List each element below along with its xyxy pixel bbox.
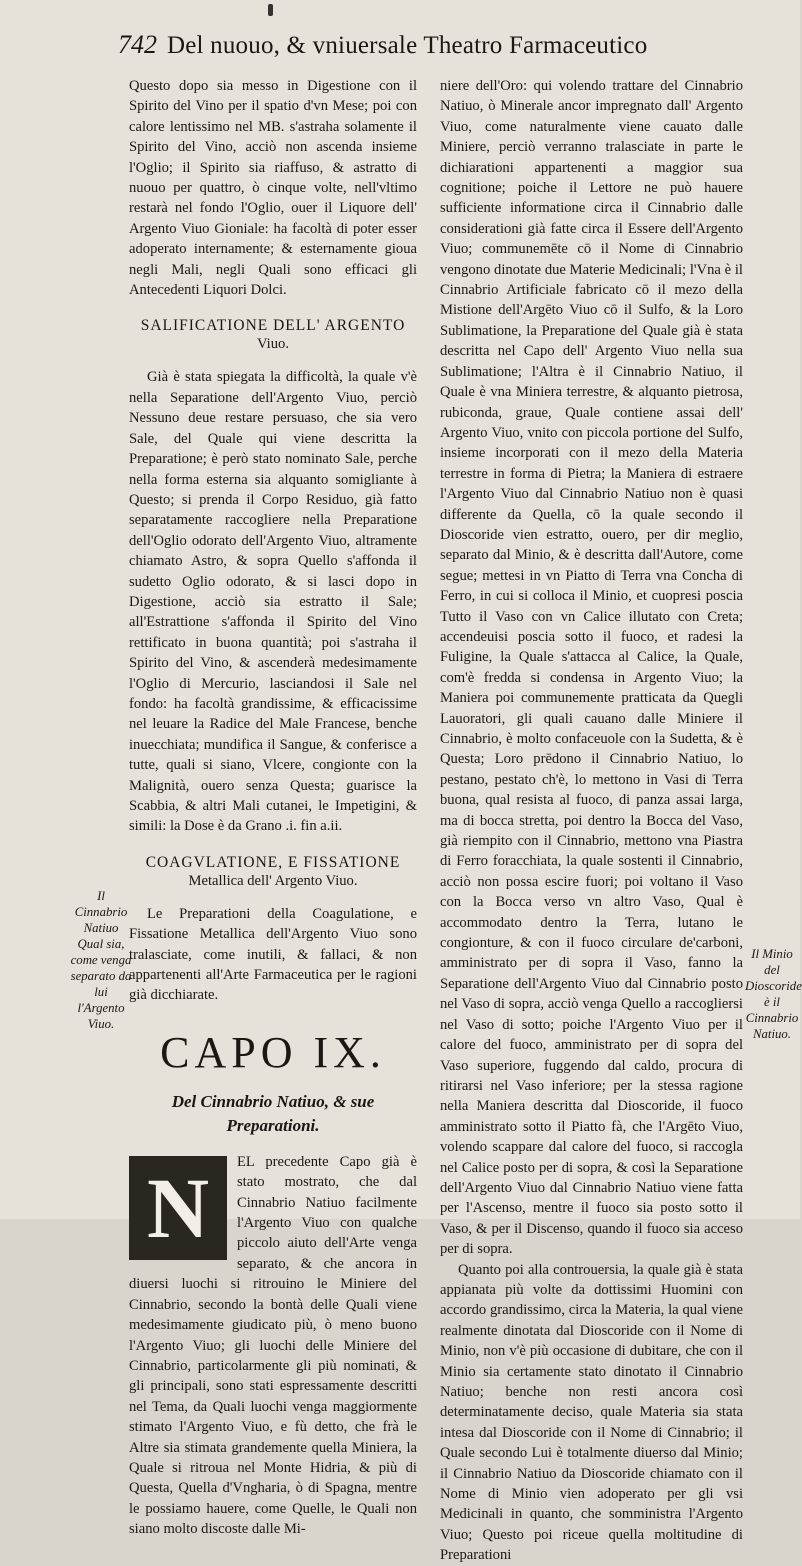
initial-letter: N (146, 1159, 210, 1256)
dropcap-paragraph (129, 1152, 417, 1540)
running-title: Del nuouo, & vniuersale Theatro Farmaceutico (167, 32, 648, 59)
margin-note-right: Il Minio del Dioscoride è il Cinnabrio Natiuo. (745, 947, 802, 1041)
paragraph: Già è stata spiegata la difficoltà, la quale v'è nella Separatione dell'Argento Viuo, perciò Nessuno deue restare persuaso, che sia vero Sale, del Quale qui viene descritta la Preparatione; è però stato nominato Sale, perche nella forma esterna sia alquanto somigliante à Questo; si prenda il Corpo Residuo, già fatto separatamente raccogliere nella Preparatione dell'Oglio odorato dell'Argento Viuo, altramente chiamato Astro, & sopra Quello s'affonda il sudetto Oglio odorato, & si lasci dopo in Digestione, acciò sia estratto il Sale; all'Estrattione s'affonda il Spirito del Vino rettificato in buona quantità; poi s'astraha il Spirito del Vino, & ascenderà medesimamente l'Oglio di Mercurio, lasciandosi il Sale nel fondo: ha facoltà grandissime, & efficacissime nel leuare la Radice del Male Francese, benche inuecchiata; mundifica il Sangue, & conferisce a tutte, quali si siano, Vlcere, congionte con la Malignità, ouero senza Questa; guarisce la Scabbia, & altri Mali cutanei, le Impetigini, & simili: la Dose è da Grano .i. fin a.ii. (129, 369, 417, 835)
paragraph: EL precedente Capo già è stato mostrato, che dal Cinnabrio Natiuo facilmente l'Argento Viuo con qualche piccolo aiuto dell'Arte venga separato, & che ancora in diuersi luochi si ritrouino le Miniere del Cinnabrio, secondo la bontà delle Quali viene medesimamente giudicato più, ò meno buono l'Argento Viuo; gli luochi delle Miniere del Cinnabrio, particolarmente gli più nominati, & gli principali, sono stati espressamente descritti nel Tema, da Quali luochi venga maggiormente stimato l'Argento Viuo, e fù detto, che frà le Altre sia stimata grandemente quella Miniera, la Quale si ritroua nel Monte Hidria, & più di Questa, Quella d'Vngharia, ò di Spagna, mentre le possiamo hauere, come Quelle, le Quali non siano molto discoste dalle Mi- (129, 1153, 417, 1538)
paragraph: niere dell'Oro: qui volendo trattare del Cinnabrio Natiuo, ò Minerale ancor impregnato dall' Argento Viuo, come naturalmente viene cauato dalle Miniere, perciò verranno tralasciate in parte le dichiarationi appartenenti a maggior sua cognitione; poiche il Lettore ne può hauere sufficiente informatione circa il Cinnabrio dalle considerationi già fatte circa il Essere dell'Argento Viuo; communemēte cō il Nome di Cinnabrio vengono dinotate due Materie Medicinali; l'Vna è il Cinnabrio Artificiale fabricato cō il mezo della Mistione dell'Argēto Viuo cō il Sulfo, & la Loro Sublimatione, la Preparatione del Quale già è stata descritta nel Capo dell' Argento Viuo nella sua Sublimatione; l'Altra è il Cinnabrio Natiuo, il Quale è vna Miniera terrestre, & alquanto pietrosa, rubiconda, graue, Quale contiene assai dell' Argento Viuo, vnito con piccola portione del Sulfo, insieme incorporati con il mezo della Materia terrestre in forma di Pietra; la Maniera di estraere l'Argento Viuo dal Cinnabrio Natiuo non è quasi differente da Quella, cō la quale secondo il Dioscoride vien estratto, ouero, per dir meglio, separato dal Minio, & è descritta dall'Autore, come segue; mettesi in vn Piatto di Terra vna Concha di Ferro, in cui si colloca il Minio, et cuopresi poscia Tutto il Vaso con vn Calice illutato con Creta; accendeuisi poscia sotto il fuoco, et radesi la Fuligine, la Quale s'attacca al Calice, la Quale, com'è fredda si condensa in Argento Viuo; la Maniera poi communemente pratticata da Quegli Lauoratori, gli quali cauano dalle Miniere il Cinnabrio, è molto confaceuole con la Sudetta, & è Questa; Loro prēdono il Cinnabrio Natiuo, lo pestano, pestato ch'è, lo mettono in Vasi di Terra buona, qual resista al fuoco, di panza assai larga, ma di bocca stretta, poi dentro la Bocca del Vaso, già riempito con il Cinnabrio, mettono vna Piastra di Ferro foracchiata, la quale sostenti il Cinnabrio, acciò non possa escire fuori; poi voltano il Vaso con la Bocca verso vn altro Vaso, Qual è accommodato dentro la Terra, lutano le congionture, & con il fuoco circulare de'carboni, amministrato per di sopra il Vaso, fanno la Separatione dell'Argento Viuo dal Cinnabrio posto nel Vaso di sopra, acciò venga Quello a raccogliersi nel Vaso di sotto; poiche l'Argento Viuo per il calore del fuoco, amministrato per di sopra del Vaso superiore, fuggendo dal caldo, procura di ritirarsi nel Vaso inferiore; per la stessa ragione nella Maniera descritta dal Dioscoride, il fuoco amministrato sotto il Piatto fà, che l'Argēto Viuo, volendo scappare dal calore del fuoco, si raccogla nel Calice posto per di sopra, & così la Separatione dell'Argento Viuo dal Cinnabrio Natiuo viene fatta per l'Ascenso, mentre il fuoco sia posto sotto il Vaso, & per il Discenso, quando il fuoco sia acceso per di sopra. (440, 78, 743, 1258)
section-title-line2: Metallica dell' Argento Viuo. (188, 872, 358, 889)
section-title: SALIFICATIONE DELL' ARGENTO (140, 317, 406, 335)
section-title-line2: Viuo. (257, 336, 289, 353)
chapter-subtitle: Del Cinnabrio Natiuo, & sue Preparationi. (171, 1091, 375, 1135)
page-header (118, 30, 790, 60)
paragraph: Le Preparationi della Coagulatione, e Fissatione Metallica dell'Argento Viuo sono tralasciate, come inutili, & fallaci, & non appartenenti all'Arte Farmaceutica per le ragioni già dicchiarate. (129, 905, 417, 1004)
chapter-heading: CAPO IX. (160, 1027, 386, 1077)
margin-note-left: Il Cinnabrio Natiuo Qual sia, come venga separato da lui l'Argento Viuo. (70, 889, 132, 1031)
ink-mark (268, 4, 273, 16)
page-number: 742 (118, 30, 157, 59)
paragraph: Questo dopo sia messo in Digestione con il Spirito del Vino per il spatio d'vn Mese; poi con calore lentissimo nel MB. s'astraha solamente il Spirito del Vino, acciò non ascenda insieme l'Oglio; il Spirito sia riaffuso, & astratto di nuouo per quattro, ò cinque volte, nell'vltimo restarà nel fondo l'Oglio, ouer il Liquore dell' Argento Viuo Gioniale: ha facoltà di poter esser adoperato internamente; & esternamente gioua negli Mali, negli Quali sono efficaci gli Antecedenti Liquori Dolci. (129, 78, 417, 299)
section-title: COAGVLATIONE, E FISSATIONE (145, 853, 401, 871)
paragraph: Quanto poi alla controuersia, la quale già è stata appianata più volte da dottissimi Huomini con accordo grandissimo, circa la Materia, la qual viene realmente dinotata dal Dioscoride con il Nome di Minio, non v'è più occasione di dubitare, che con il Minio sia certamente stato dinotato il Cinnabrio Natiuo; benche non resti ancora così determinatamente deciso, quale Materia sia stata intesa dal Dioscoride con il Nome di Cinnabrio; il Quale secondo Lui è totalmente diuerso dal Minio; il Cinnabrio Natiuo da Dioscoride chiamato con il Nome di Minio vien adoperato per gli vsi Medicinali in quanto, che somministra l'Argento Viuo; Questo poi riceue quella moltitudine di Preparationi (440, 1261, 743, 1564)
right-column (440, 76, 743, 1564)
decorated-initial (129, 1156, 227, 1260)
left-column (129, 76, 417, 1538)
